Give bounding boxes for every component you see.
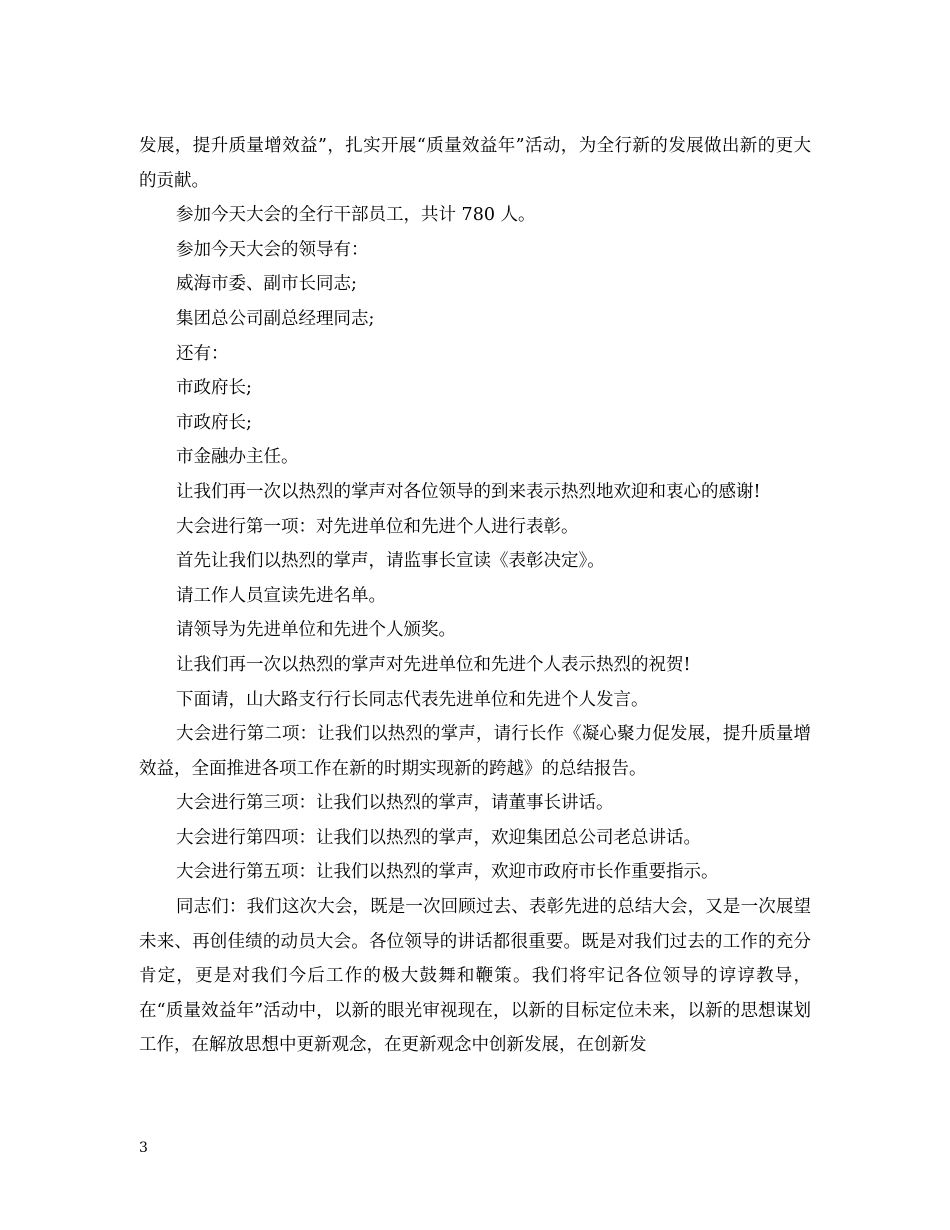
paragraph-item-4: 大会进行第四项：让我们以热烈的掌声，欢迎集团总公司老总讲话。 — [176, 827, 701, 848]
paragraph-read-list: 请工作人员宣读先进名单。 — [176, 585, 386, 606]
paragraph-item-5: 大会进行第五项：让我们以热烈的掌声，欢迎市政府市长作重要指示。 — [176, 862, 719, 883]
paragraph-continuation: 发展，提升质量增效益”，扎实开展“质量效益年”活动，为全行新的发展做出新的更大的贡献。 — [139, 136, 811, 191]
paragraph-awards: 请领导为先进单位和先进个人颁奖。 — [176, 620, 456, 641]
paragraph-representative-speech: 下面请，山大路支行行长同志代表先进单位和先进个人发言。 — [176, 689, 649, 710]
paragraph-commendation-decision: 首先让我们以热烈的掌声，请监事长宣读《表彰决定》。 — [176, 551, 605, 572]
paragraph-item-1: 大会进行第一项：对先进单位和先进个人进行表彰。 — [176, 516, 579, 537]
paragraph-welcome: 让我们再一次以热烈的掌声对各位领导的到来表示热烈地欢迎和衷心的感谢! — [176, 481, 761, 502]
paragraph-leader-1: 威海市委、副市长同志; — [176, 274, 357, 295]
paragraph-leaders-heading: 参加今天大会的领导有： — [176, 239, 369, 260]
paragraph-congratulations: 让我们再一次以热烈的掌声对先进单位和先进个人表示热烈的祝贺! — [176, 654, 691, 675]
paragraph-leader-2: 集团总公司副总经理同志; — [176, 308, 375, 329]
paragraph-item-2: 大会进行第二项：让我们以热烈的掌声，请行长作《凝心聚力促发展，提升质量增效益，全面推进各项工作在新的时期实现新的跨越》的总结报告。 — [139, 724, 811, 779]
paragraph-leader-3: 市政府长; — [176, 378, 252, 399]
document-body — [139, 129, 811, 1063]
paragraph-leader-5: 市金融办主任。 — [176, 447, 299, 468]
paragraph-item-3: 大会进行第三项：让我们以热烈的掌声，请董事长讲话。 — [176, 793, 614, 814]
paragraph-closing: 同志们：我们这次大会，既是一次回顾过去、表彰先进的总结大会，又是一次展望未来、再创佳绩的动员大会。各位领导的讲话都很重要。既是对我们过去的工作的充分肯定，更是对我们今后工作的极大鼓舞和鞭策。我们将牢记各位领导的谆谆教导，在“质量效益年”活动中，以新的眼光审视现在，以新的目标定位未来，以新的思想谋划工作，在解放思想中更新观念，在更新观念中创新发展，在创新发 — [139, 897, 811, 1056]
page-number: 3 — [139, 1140, 148, 1156]
paragraph-attendance: 参加今天大会的全行干部员工，共计 780 人。 — [176, 205, 536, 226]
paragraph-also: 还有： — [176, 343, 229, 364]
paragraph-leader-4: 市政府长; — [176, 412, 252, 433]
